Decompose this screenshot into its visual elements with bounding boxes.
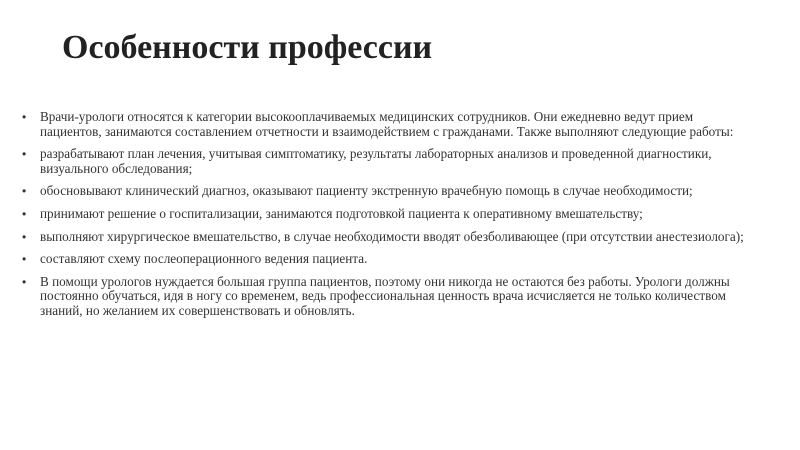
bullet-icon: • xyxy=(22,252,27,267)
bullet-item xyxy=(20,207,750,222)
bullet-text: В помощи урологов нуждается большая группа пациентов, поэтому они никогда не остаются без работы. Урологи должны постоянно обучаться, идя в ногу со временем, ведь профессиональная ценность врача исчисляется не только количеством знаний, но желанием их совершенствовать и обновлять. xyxy=(40,273,730,318)
bullet-text: составляют схему послеоперационного ведения пациента. xyxy=(40,251,368,267)
bullet-item xyxy=(20,275,750,319)
bullet-icon: • xyxy=(22,184,27,199)
bullet-item xyxy=(20,230,750,245)
bullet-text: обосновывают клинический диагноз, оказывают пациенту экстренную врачебную помощь в случае необходимости; xyxy=(40,183,693,199)
bullet-icon: • xyxy=(22,110,27,124)
bullet-text: Врачи-урологи относятся к категории высокооплачиваемых медицинских сотрудников. Они ежедневно ведут прием пациентов, занимаются составлением отчетности и взаимодействием с гражданами. Также выполняют следующие работы: xyxy=(40,109,734,139)
bullet-icon: • xyxy=(22,206,27,221)
bullet-item xyxy=(20,147,750,176)
bullet-text: принимают решение о госпитализации, занимаются подготовкой пациента к оперативному вмешательству; xyxy=(40,205,643,221)
bullet-list xyxy=(20,110,750,327)
bullet-icon: • xyxy=(22,274,27,289)
bullet-item xyxy=(20,184,750,199)
bullet-item xyxy=(20,110,750,139)
slide-title: Особенности профессии xyxy=(62,29,433,66)
bullet-icon: • xyxy=(22,147,27,162)
bullet-item xyxy=(20,252,750,267)
bullet-text: выполняют хирургическое вмешательство, в случае необходимости вводят обезболивающее (при отсутствии анестезиолога); xyxy=(40,228,744,244)
bullet-icon: • xyxy=(22,229,27,244)
bullet-text: разрабатывают план лечения, учитывая симптоматику, результаты лабораторных анализов и проведенной диагностики, визуального обследования; xyxy=(40,146,712,176)
